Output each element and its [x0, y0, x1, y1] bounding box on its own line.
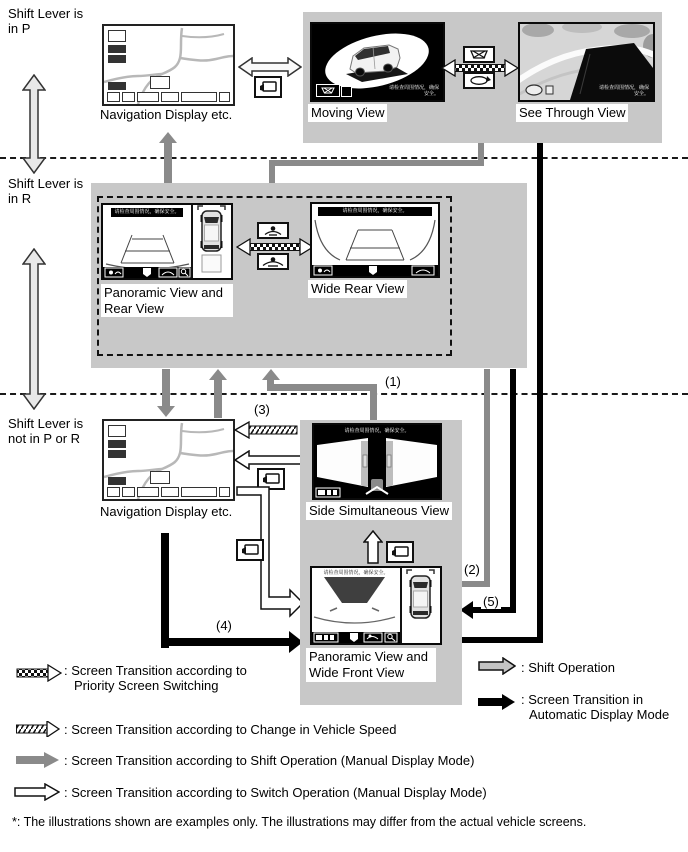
top-down-vehicle	[193, 205, 230, 276]
switch-manual-arrow-sample	[14, 783, 60, 801]
transition-4-label: (4)	[216, 618, 232, 633]
rear-guidelines	[105, 217, 190, 270]
nav-widget	[150, 76, 170, 89]
display-change-button-icon	[386, 541, 414, 563]
screen-caption: 请检查周围情况，确保安全。	[598, 85, 649, 97]
moving-view-mode-icon	[316, 84, 340, 97]
nav-button	[107, 92, 120, 102]
transition-1-arrow	[370, 384, 377, 420]
transition-3-label: (3)	[254, 402, 270, 417]
shift-r-label: Shift Lever is in R	[8, 176, 84, 206]
nav-widget	[108, 477, 126, 485]
nav-widget	[108, 45, 126, 53]
transition-2-arrow	[484, 369, 490, 585]
display-change-button-icon	[254, 76, 282, 98]
transition-1-label: (1)	[385, 374, 401, 389]
nav-button	[137, 92, 159, 102]
front-camera-view	[312, 568, 400, 643]
moving-view-screen	[310, 22, 445, 102]
panoramic-rear-view-screen	[101, 203, 233, 280]
shift-transition-arrow	[164, 142, 172, 186]
gray-elbow-from-moving-panel	[269, 160, 484, 166]
shift-d-label: Shift Lever is not in P or R	[8, 416, 84, 446]
switch-op-arrow-up	[363, 530, 383, 564]
side-simultaneous-view-screen	[312, 423, 442, 500]
screen-button-bar	[103, 267, 191, 278]
shift-to-nav-arrow	[162, 369, 170, 407]
nav-display-top-screen	[102, 24, 235, 106]
auto-mode-arrow-sample	[478, 694, 516, 710]
transition-1-arrow	[267, 384, 377, 391]
nav-button	[161, 487, 179, 497]
panoramic-view-icon	[261, 225, 285, 236]
nav-widget	[108, 440, 126, 448]
shift-manual-arrow-sample	[16, 752, 60, 768]
side-views-illustration	[314, 435, 440, 498]
screen-button-bar	[312, 632, 400, 643]
wide-rear-view-icon	[261, 256, 285, 267]
top-down-vehicle-view	[191, 205, 231, 278]
see-through-icon	[467, 75, 491, 86]
screen-caption: 请检查周围情况，确保安全。	[388, 85, 439, 97]
priority-arrow-sample	[16, 664, 62, 682]
transition-2-label: (2)	[464, 562, 480, 577]
transition-4-arrow	[161, 638, 290, 646]
nav-button	[219, 92, 230, 102]
rear-camera-view	[103, 205, 191, 278]
transition-5-arrow	[510, 369, 516, 613]
see-through-toggle-button	[463, 72, 495, 89]
panoramic-view-toggle-button	[257, 222, 289, 239]
nav-widget	[108, 450, 126, 458]
small-button-icon	[341, 86, 352, 97]
transition-4-arrow	[161, 533, 169, 648]
vehicle-speed-arrow-sample	[16, 721, 60, 737]
shift-r-d-double-arrow	[22, 248, 46, 410]
moving-view-label: Moving View	[308, 104, 387, 122]
auto-mode-arrow-long	[457, 637, 543, 643]
nav-button	[122, 92, 135, 102]
nav-button	[181, 487, 217, 497]
vehicle-illustration	[340, 36, 414, 84]
screen-button-bar	[312, 265, 438, 276]
top-down-vehicle	[402, 568, 439, 641]
nav-widget	[108, 30, 126, 42]
nav-widget	[108, 425, 126, 437]
switch-op-arrow-left	[234, 450, 310, 470]
top-down-vehicle-view	[400, 568, 440, 643]
shift-operation-arrow-sample	[478, 657, 516, 675]
nav-display-bottom-label: Navigation Display etc.	[100, 504, 233, 519]
shift-p-r-double-arrow	[22, 74, 46, 174]
panoramic-wide-front-view-screen	[310, 566, 442, 645]
screen-caption: 请检查周围情况，确保安全。	[111, 208, 183, 217]
nav-moving-double-arrow	[238, 57, 302, 77]
wide-rear-guidelines	[312, 216, 438, 266]
nav-button	[137, 487, 159, 497]
shift-to-nav-arrowhead	[157, 406, 175, 417]
switch-manual-legend-label: : Screen Transition according to Switch Operation (Manual Display Mode)	[64, 785, 487, 800]
shift-manual-legend-label: : Screen Transition according to Shift Operation (Manual Display Mode)	[64, 753, 475, 768]
panoramic-wide-front-view-label: Panoramic View and Wide Front View	[306, 648, 436, 682]
see-through-view-label: See Through View	[516, 104, 628, 122]
wide-rear-view-toggle-button	[257, 253, 289, 270]
auto-mode-arrow-long	[537, 143, 543, 643]
screen-caption: 请检查周围情况，确保安全。	[323, 570, 389, 576]
front-guidelines	[312, 577, 397, 631]
nav-display-bottom-screen	[102, 419, 235, 501]
nav-widget	[108, 82, 126, 90]
priority-legend-label: : Screen Transition according to Priority Screen Switching	[64, 663, 247, 693]
display-change-button-icon	[236, 539, 264, 561]
screen-caption: 请检查周围情况，确保安全。	[318, 207, 432, 216]
vehicle-speed-legend-label: : Screen Transition according to Change in Vehicle Speed	[64, 722, 397, 737]
nav-button	[219, 487, 230, 497]
wide-rear-view-screen	[310, 202, 440, 278]
footnote: *: The illustrations shown are examples only. The illustrations may differ from the actual vehicle screens.	[12, 815, 587, 829]
divider-r-d	[0, 393, 688, 395]
nav-widget	[150, 471, 170, 484]
wide-rear-view-label: Wide Rear View	[308, 280, 407, 298]
nav-button	[122, 487, 135, 497]
side-simultaneous-view-label: Side Simultaneous View	[306, 502, 452, 520]
screen-caption: 请检查周围情况，确保安全。	[344, 428, 410, 434]
auto-mode-legend-label: : Screen Transition in Automatic Display Mode	[521, 692, 670, 722]
nav-widget	[108, 55, 126, 63]
panoramic-rear-view-label: Panoramic View and Rear View	[101, 284, 233, 317]
vehicle-speed-arrow	[234, 421, 298, 439]
nav-to-rear-arrow	[214, 379, 222, 418]
nav-display-top-label: Navigation Display etc.	[100, 107, 233, 122]
nav-button	[181, 92, 217, 102]
shift-operation-legend-label: : Shift Operation	[521, 660, 615, 675]
see-through-view-screen	[518, 22, 655, 102]
shift-p-label: Shift Lever is in P	[8, 6, 84, 36]
divider-p-r	[0, 157, 688, 159]
nav-button	[107, 487, 120, 497]
nav-button	[161, 92, 179, 102]
transition-5-label: (5)	[483, 594, 499, 609]
